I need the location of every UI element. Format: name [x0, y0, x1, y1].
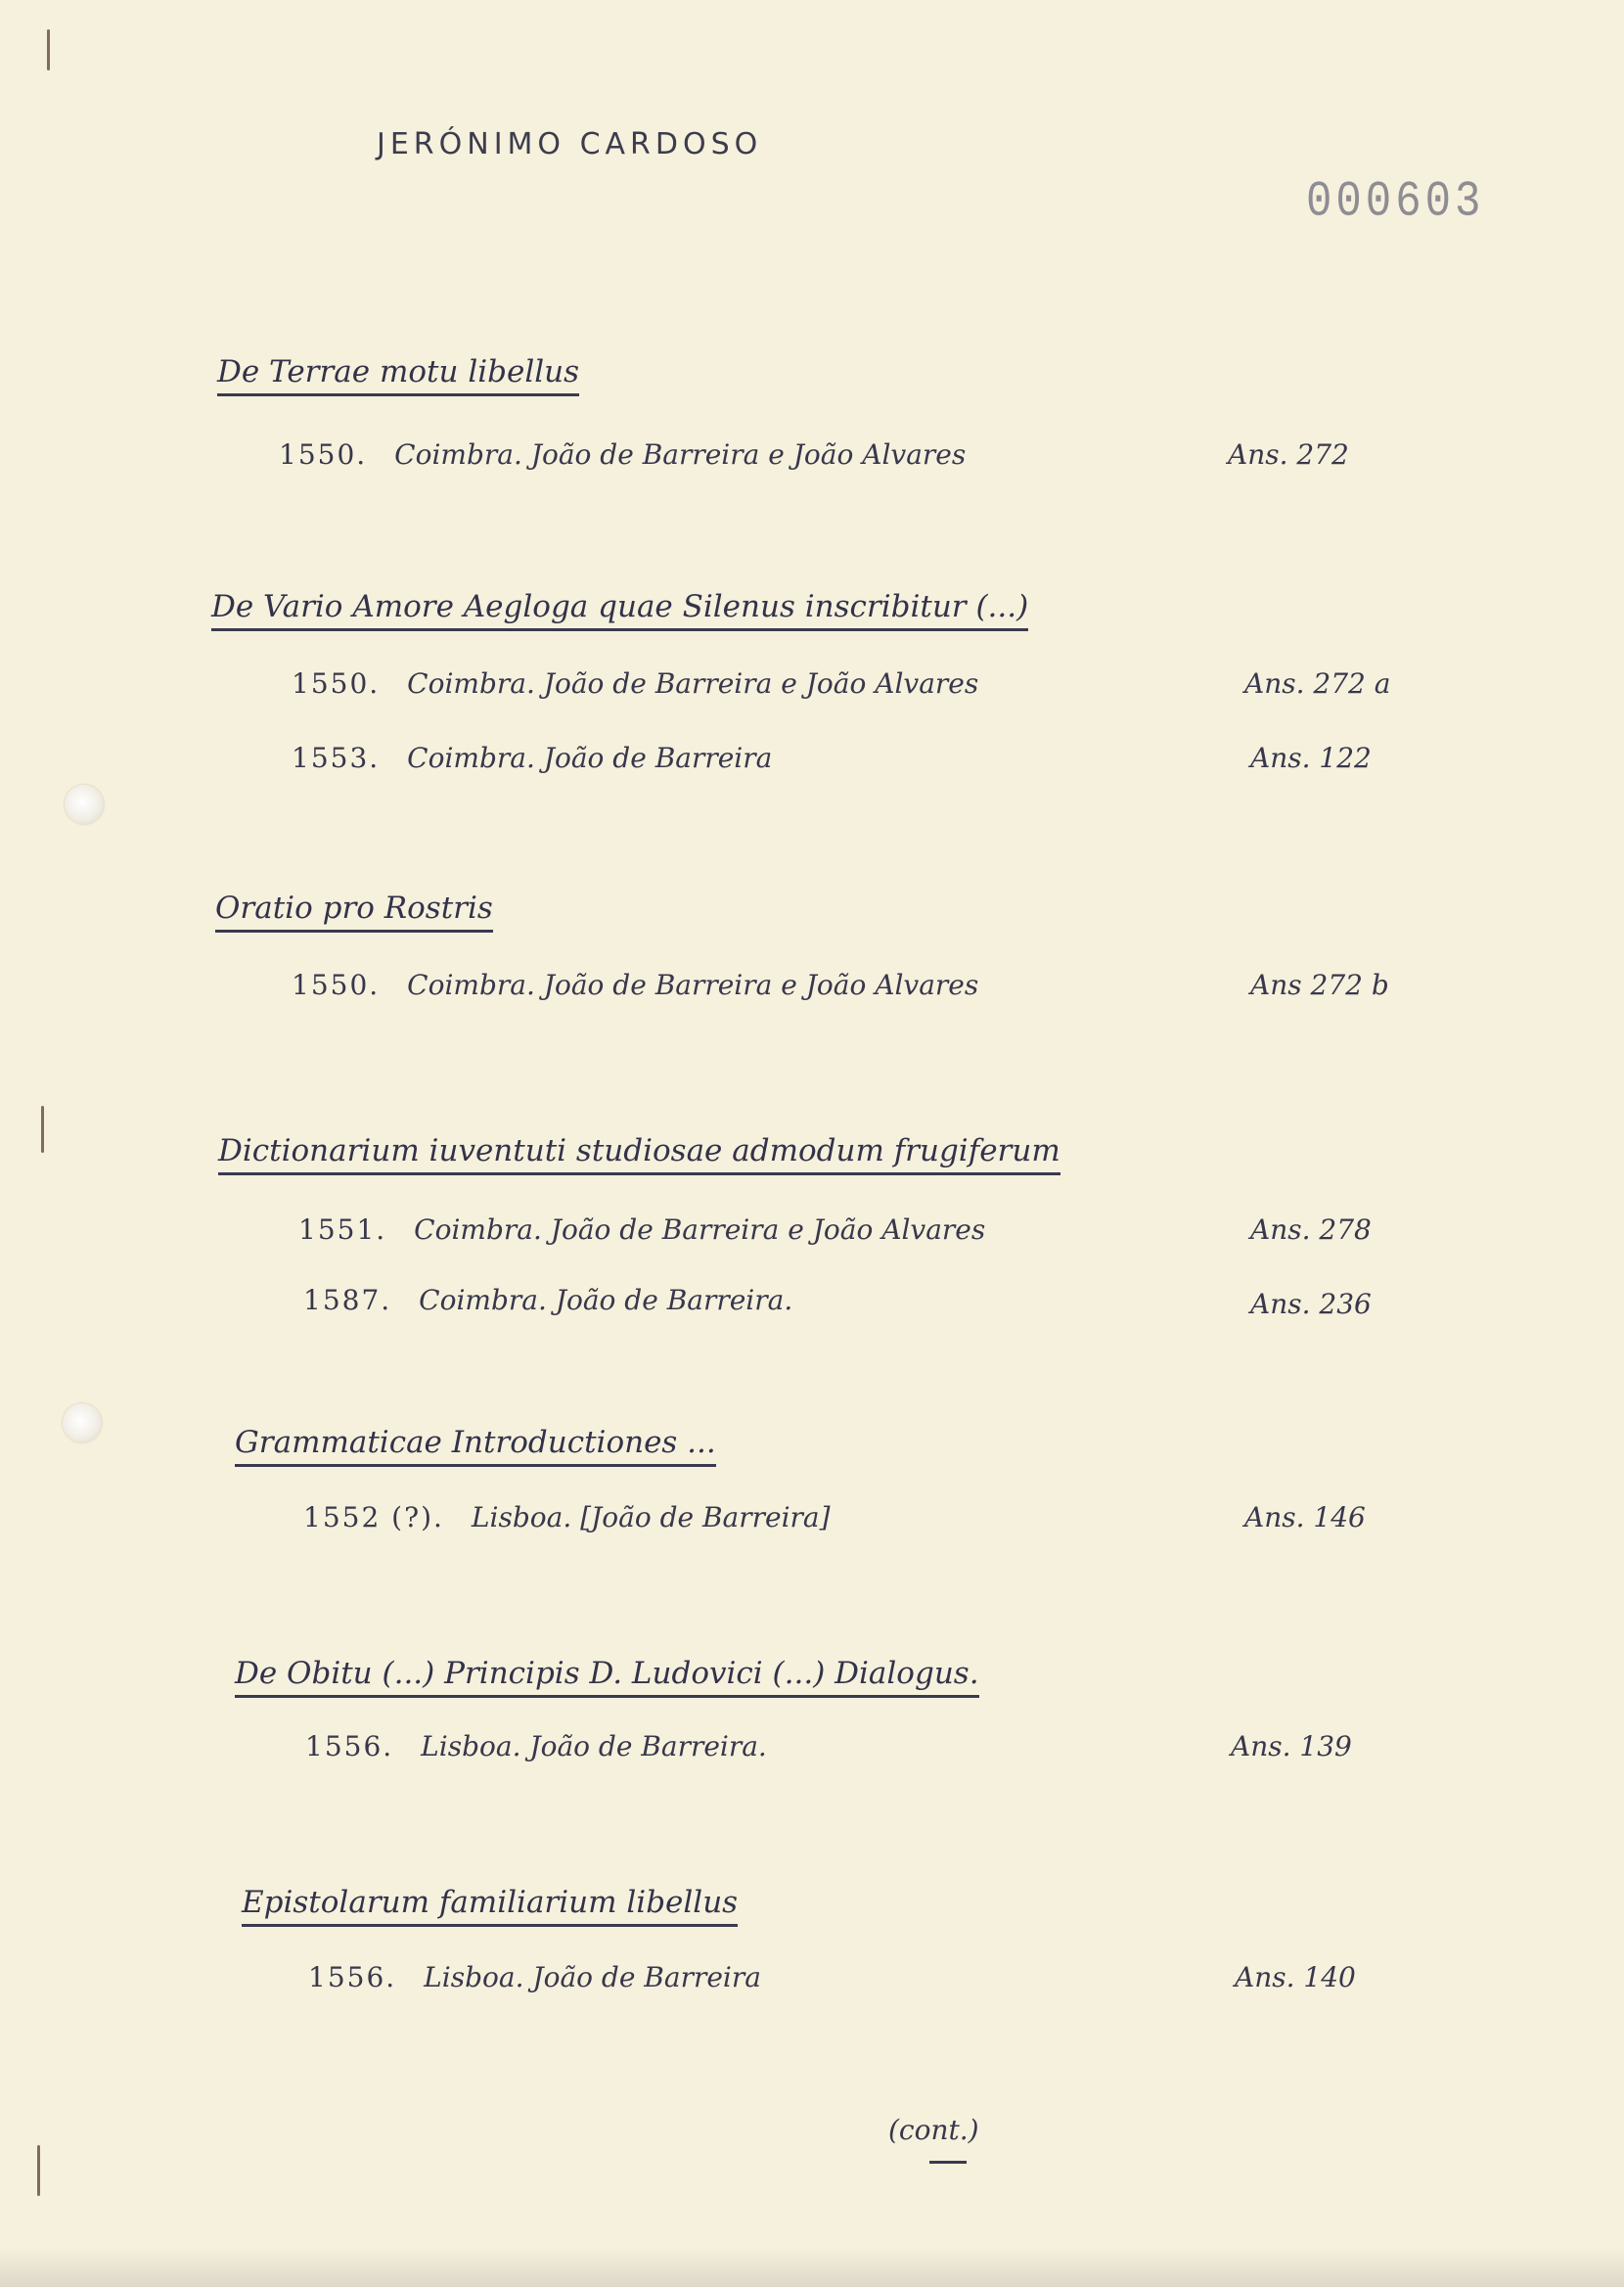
edition-reference: Ans. 140	[1235, 1961, 1356, 1993]
author-heading: JERÓNIMO CARDOSO	[377, 127, 763, 161]
edition-details: Coimbra. João de Barreira e João Alvares	[407, 667, 979, 700]
edition-details: Lisboa. João de Barreira	[424, 1961, 761, 1993]
edition-line	[292, 969, 978, 1001]
margin-mark-middle	[41, 1106, 44, 1153]
edition-reference: Ans. 122	[1250, 742, 1372, 774]
edition-year: 1552 (?).	[303, 1501, 444, 1533]
edition-details: Lisboa. João de Barreira.	[421, 1730, 767, 1762]
edition-reference: Ans. 236	[1250, 1288, 1372, 1320]
edition-year: 1553.	[292, 742, 381, 774]
edition-year: 1550.	[292, 969, 381, 1001]
edition-year: 1550.	[279, 438, 368, 471]
edition-details: Coimbra. João de Barreira	[407, 742, 773, 774]
edition-details: Coimbra. João de Barreira e João Alvares	[394, 438, 967, 471]
edition-year: 1556.	[308, 1961, 397, 1993]
edition-year: 1587.	[303, 1284, 392, 1316]
archive-stamp-number: 000603	[1306, 174, 1485, 231]
edition-year: 1550.	[292, 667, 381, 700]
edition-line	[292, 667, 978, 700]
entry-title: Grammaticae Introductiones ...	[235, 1425, 716, 1467]
edition-details: Lisboa. [João de Barreira]	[471, 1501, 831, 1533]
continued-underline	[929, 2161, 967, 2164]
edition-line	[308, 1961, 761, 1993]
entry-title: De Vario Amore Aegloga quae Silenus inscribitur (...)	[211, 589, 1028, 631]
edition-reference: Ans 272 b	[1250, 969, 1389, 1001]
edition-reference: Ans. 146	[1244, 1501, 1366, 1533]
edition-line	[303, 1284, 792, 1316]
entry-title: De Terrae motu libellus	[217, 354, 579, 396]
edition-details: Coimbra. João de Barreira.	[419, 1284, 793, 1316]
edition-line	[292, 742, 772, 774]
continued-note: (cont.)	[888, 2114, 979, 2146]
entry-title: Oratio pro Rostris	[215, 891, 493, 933]
punch-hole-upper	[65, 785, 104, 824]
entry-title: De Obitu (...) Principis D. Ludovici (...) Dialogus.	[235, 1656, 979, 1698]
edition-reference: Ans. 278	[1250, 1213, 1372, 1246]
edition-line	[279, 438, 966, 471]
margin-mark-bottom	[37, 2145, 40, 2196]
edition-year: 1556.	[305, 1730, 394, 1762]
margin-mark-top	[47, 29, 50, 70]
edition-details: Coimbra. João de Barreira e João Alvares	[414, 1213, 986, 1246]
edition-line	[298, 1213, 985, 1246]
edition-details: Coimbra. João de Barreira e João Alvares	[407, 969, 979, 1001]
entry-title: Dictionarium iuventuti studiosae admodum frugiferum	[218, 1133, 1060, 1175]
edition-year: 1551.	[298, 1213, 387, 1246]
edition-line	[303, 1501, 831, 1533]
edition-reference: Ans. 272 a	[1244, 667, 1391, 700]
edition-reference: Ans. 139	[1231, 1730, 1352, 1762]
edition-line	[305, 1730, 767, 1762]
entry-title: Epistolarum familiarium libellus	[242, 1885, 738, 1927]
punch-hole-lower	[63, 1403, 102, 1442]
edition-reference: Ans. 272	[1228, 438, 1349, 471]
